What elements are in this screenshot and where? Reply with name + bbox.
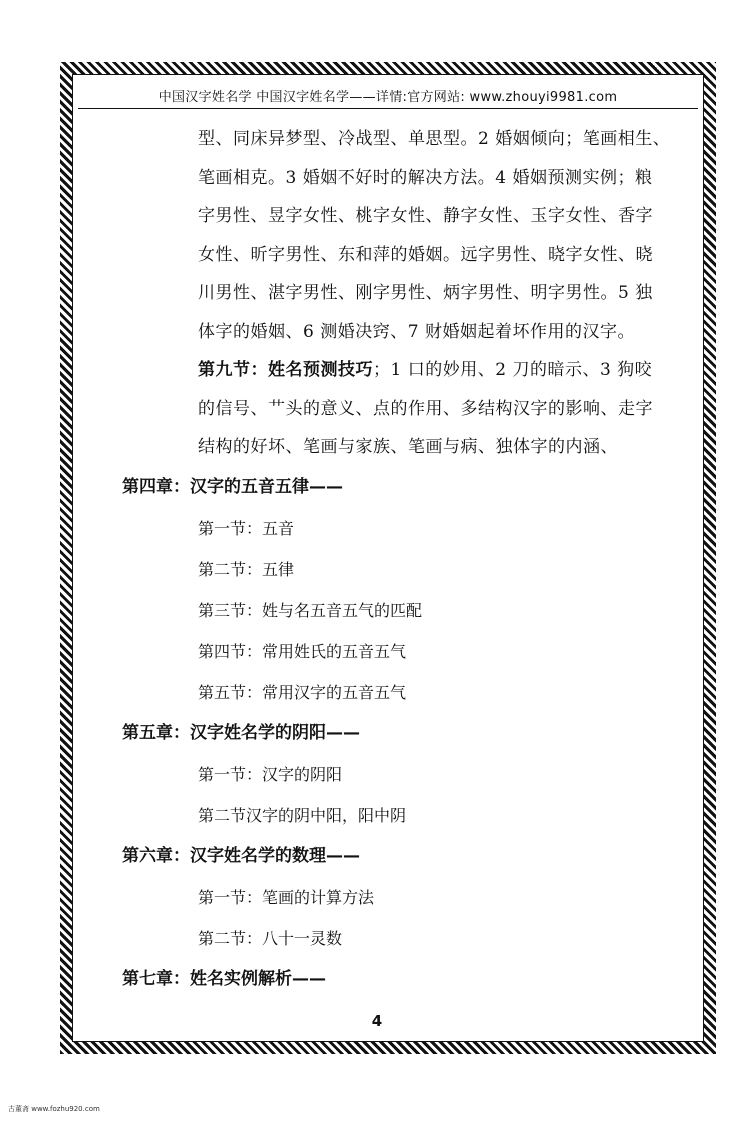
section-item: 第四节：常用姓氏的五音五气 xyxy=(198,641,407,661)
text-line: 的信号、艹头的意义、点的作用、多结构汉字的影响、走字 xyxy=(198,398,653,419)
chapter-5-title: 第五章：汉字姓名学的阴阳—— xyxy=(122,722,360,743)
page-body xyxy=(122,120,682,1000)
section-item: 第一节：笔画的计算方法 xyxy=(198,887,375,907)
text-line: 笔画相克。3 婚姻不好时的解决方法。4 婚姻预测实例；粮 xyxy=(198,167,653,188)
text-line: 结构的好坏、笔画与家族、笔画与病、独体字的内涵、 xyxy=(198,437,618,457)
section-item: 第一节：汉字的阴阳 xyxy=(198,764,343,784)
section-item: 第二节：八十一灵数 xyxy=(198,928,343,948)
section-nine-title: 第九节：姓名预测技巧 xyxy=(198,360,373,380)
footer-credit: 古董斋 www.fozhu920.com xyxy=(8,1105,100,1113)
text-line: 字男性、昱字女性、桃字女性、静字女性、玉字女性、香字 xyxy=(198,206,653,226)
section-item: 第一节：五音 xyxy=(198,518,295,538)
chapter-7-title: 第七章：姓名实例解析—— xyxy=(122,968,326,989)
section-item: 第二节：五律 xyxy=(198,559,295,579)
text-line: ；1 口的妙用、2 刀的暗示、3 狗咬 xyxy=(373,360,653,380)
text-line: 女性、昕字男性、东和萍的婚姻。远字男性、晓字女性、晓 xyxy=(198,244,653,265)
chapter-4-title: 第四章：汉字的五音五律—— xyxy=(122,476,343,497)
section-item: 第三节：姓与名五音五气的匹配 xyxy=(198,600,423,620)
paragraph-section-nine xyxy=(122,351,682,467)
text-line: 体字的婚姻、6 测婚决窍、7 财婚姻起着坏作用的汉字。 xyxy=(198,321,635,342)
section-item: 第二节汉字的阴中阳，阳中阴 xyxy=(198,805,407,825)
chapter-6-title: 第六章：汉字姓名学的数理—— xyxy=(122,845,360,866)
text-line: 川男性、湛字男性、刚字男性、炳字男性、明字男性。5 独 xyxy=(198,283,653,303)
page-number: 4 xyxy=(371,1012,383,1030)
page-header: 中国汉字姓名学 中国汉字姓名学——详情:官方网站: www.zhouyi9981.com xyxy=(158,90,618,105)
header-rule xyxy=(78,108,698,109)
paragraph-marriage xyxy=(122,120,682,351)
section-item: 第五节：常用汉字的五音五气 xyxy=(198,682,407,702)
text-line: 型、同床异梦型、冷战型、单思型。2 婚姻倾向；笔画相生、 xyxy=(198,129,671,149)
